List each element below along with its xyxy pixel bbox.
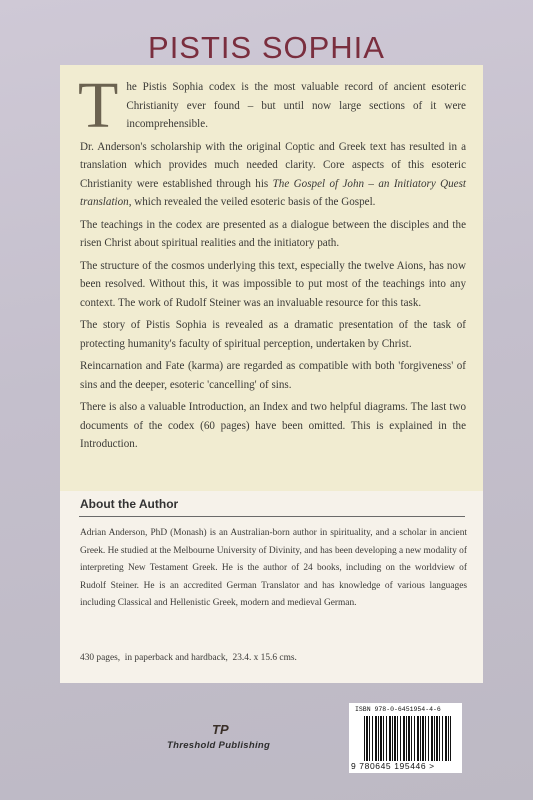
author-bio: Adrian Anderson, PhD (Monash) is an Australian-born author in spirituality, and a scholar in ancient Greek. He studied at the Melbourne University of Divinity, and has been developing a new modality of interpreting New Testament Greek. He is the author of 24 books, including on the worldview of Rudolf Steiner. He is an accredited German Translator and has knowledge of various languages including Classical and Hellenistic Greek, modern and medieval German. (80, 528, 467, 608)
blurb-paragraph-7: There is also a valuable Introduction, an Index and two helpful diagrams. The last two documents of the codex (60 pages) have been omitted. This is explained in the Introduction. (80, 401, 466, 450)
publisher-name: Threshold Publishing (167, 740, 271, 751)
blurb-paragraph-3: The teachings in the codex are presented as a dialogue between the disciples and the risen Christ about spiritual realities and the initiatory path. (80, 218, 466, 249)
author-heading: About the Author (80, 497, 179, 511)
barcode-digits: 9 780645 195446 > (351, 761, 461, 771)
book-specs: 430 pages, in paperback and hardback, 23.4. x 15.6 cms. (80, 653, 297, 663)
barcode-bars (364, 716, 451, 762)
drop-cap: T (78, 69, 119, 142)
blurb-paragraph-2: Dr. Anderson's scholarship with the original Coptic and Greek text has resulted in a translation which provides much needed clarity. Core aspects of this esoteric Christianity were established through his The Gospel of John – an Initiatory Quest translation, which revealed the veiled esoteric basis of the Gospel. (80, 140, 467, 208)
blurb-paragraph-5: The story of Pistis Sophia is revealed as a dramatic presentation of the task of protecting humanity's faculty of spiritual perception, undertaken by Christ. (80, 319, 466, 350)
blurb-paragraph-1: The Pistis Sophia codex is the most valuable record of ancient esoteric Christianity ever found – but until now large sections of it were incomprehensible. (78, 69, 466, 142)
blurb-paragraph-4: The structure of the cosmos underlying this text, especially the twelve Aions, has now been resolved. Without this, it was impossible to put most of the teachings into any context. The work of Rudolf Steiner was an invaluable resource for this task. (80, 259, 466, 309)
publisher-logo-icon: TP (212, 722, 229, 737)
book-title: PISTIS SOPHIA (148, 30, 385, 65)
divider (79, 516, 465, 517)
isbn-label: ISBN 978-0-6451954-4-6 (355, 706, 441, 713)
blurb-text (78, 69, 467, 458)
blurb-paragraph-6: Reincarnation and Fate (karma) are regarded as compatible with both 'forgiveness' of sins and the deeper, esoteric 'cancelling' of sins. (80, 360, 466, 391)
